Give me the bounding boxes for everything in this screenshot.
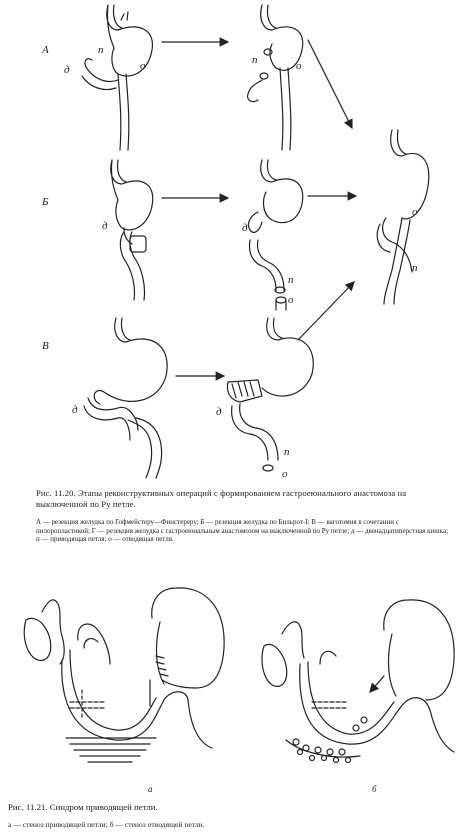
row-v-stage-2-drawing — [228, 318, 314, 471]
result-g-drawing — [377, 130, 429, 304]
label-d: д — [64, 64, 70, 76]
row-b-stage-1-drawing — [111, 160, 153, 300]
label-n: п — [412, 262, 418, 274]
figure-11-21-caption-title: Рис. 11.21. Синдром приводящей петли. — [8, 802, 158, 812]
arrow-a-2 — [308, 40, 352, 128]
label-n: п — [252, 54, 258, 66]
arrow-v-2 — [298, 282, 354, 340]
label-d: д — [102, 220, 108, 232]
label-d: д — [242, 222, 248, 234]
label-d: д — [72, 404, 78, 416]
row-label-b: Б — [42, 196, 49, 208]
panel-b-label: б — [372, 784, 377, 794]
figure-11-20-caption-body: А — резекция желудка по Гофмейстеру—Финстереру; Б — резекция желудка по Бильрот-I; В — ваготомия в сочетании с пилоропластикой; Г — резекция желудка с гастроеюнальным анастомозом на выключенной по Ру петле; д — двенадцатиперстная кишка; п — приводящая петля; о — отводящая петля. — [36, 518, 449, 544]
panel-a-drawing — [24, 588, 224, 762]
row-label-a: А — [42, 44, 49, 56]
row-label-v: В — [42, 340, 49, 352]
label-n: п — [284, 446, 290, 458]
row-v-stage-1-drawing — [84, 318, 167, 478]
label-o: о — [140, 60, 146, 72]
panel-b-drawing — [262, 600, 454, 763]
label-n: п — [288, 274, 294, 286]
row-b-stage-2-drawing — [248, 160, 302, 310]
row-a-stage-2-drawing — [248, 5, 303, 150]
label-o: о — [296, 60, 302, 72]
label-o: о — [288, 294, 294, 306]
panel-a-label: а — [148, 784, 153, 794]
figure-11-21-caption-body: а — стеноз приводящей петли; б — стеноз отводящей петли. — [8, 820, 205, 829]
figure-11-20-caption-title: Рис. 11.20. Этапы реконструктивных операций с формированием гастроеюнального анастомоза на выключенной по Ру петле. — [36, 488, 407, 509]
label-n: п — [98, 44, 104, 56]
label-o: о — [282, 468, 288, 480]
label-d: д — [216, 406, 222, 418]
label-o: о — [412, 206, 418, 218]
row-a-stage-1-drawing — [82, 5, 152, 150]
